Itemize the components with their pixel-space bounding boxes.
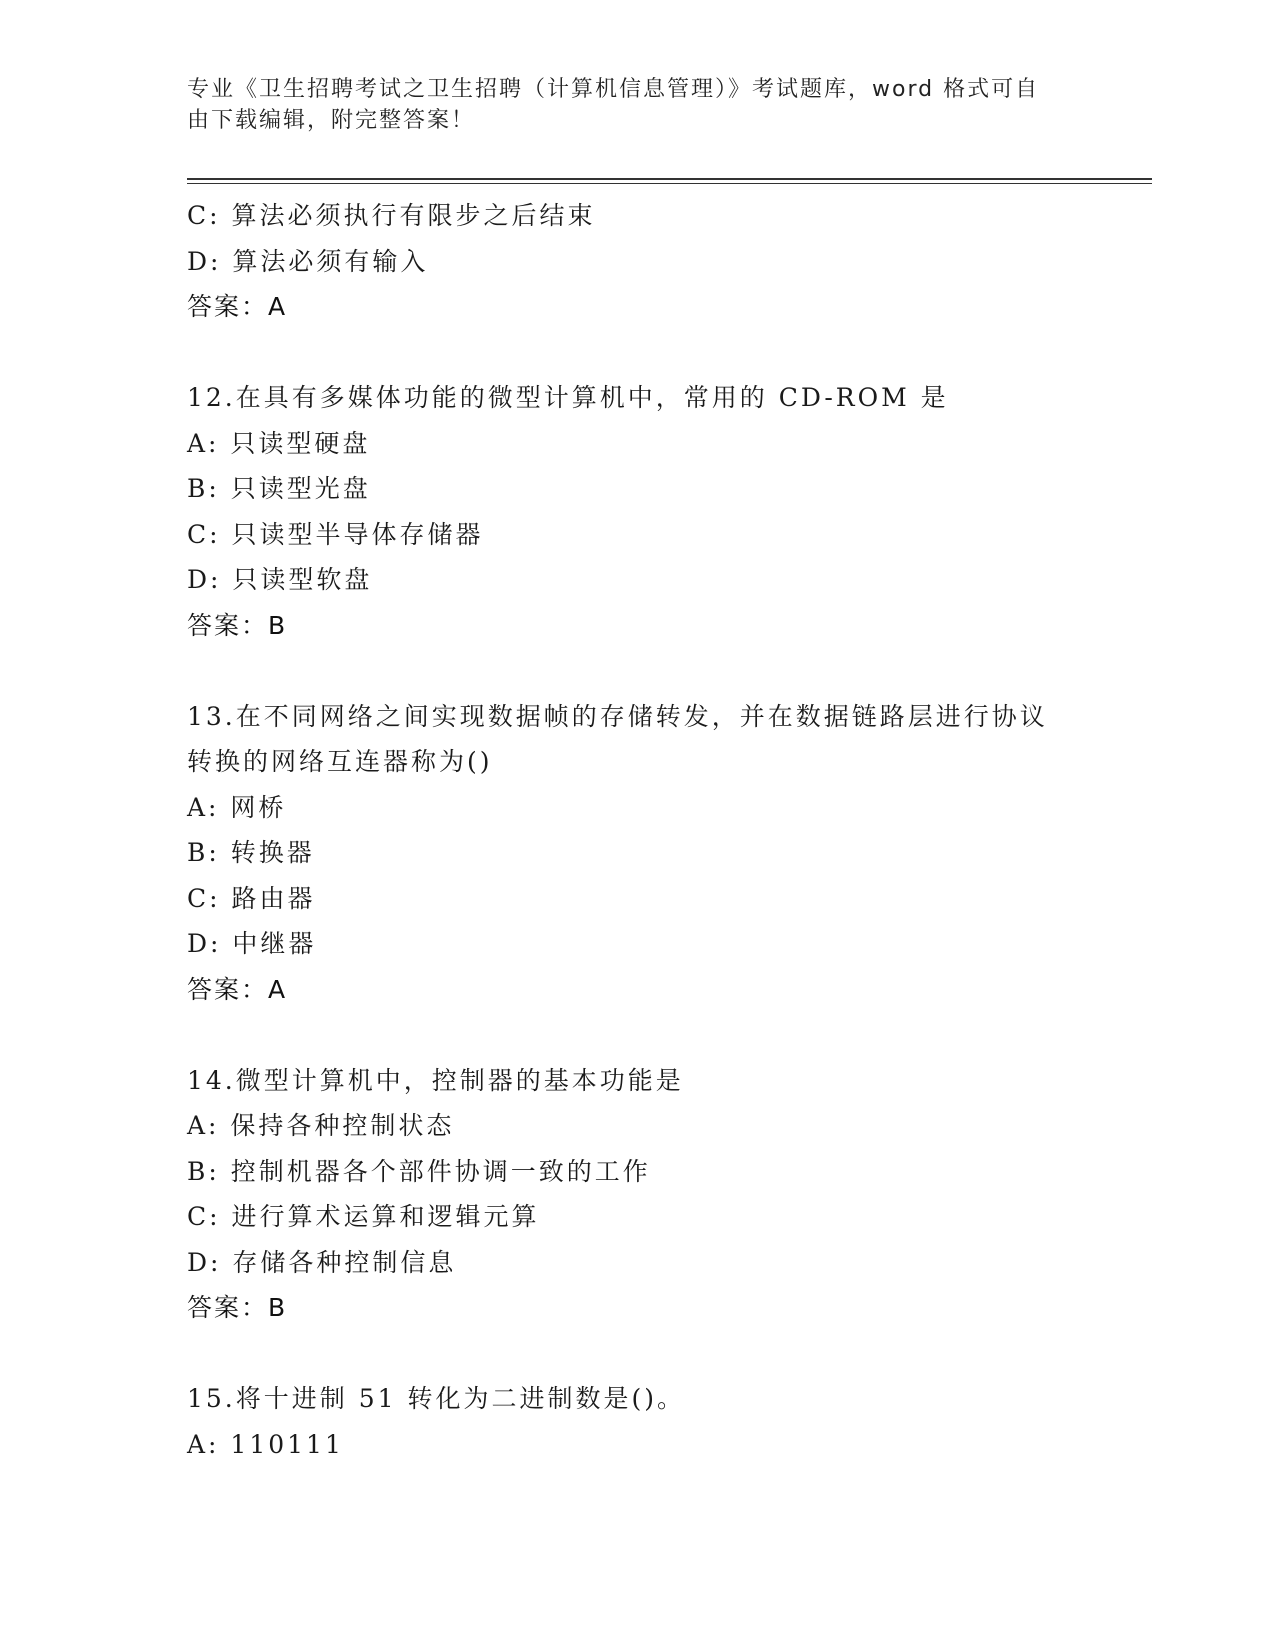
option-a: A: 保持各种控制状态 (187, 1111, 455, 1140)
spacer (187, 1331, 1087, 1377)
option-c: C: 路由器 (187, 883, 316, 913)
header-divider-thick (187, 178, 1152, 180)
answer-label: 答案：A (187, 974, 288, 1004)
question-text: 12.在具有多媒体功能的微型计算机中，常用的 CD-ROM 是 (187, 383, 949, 412)
answer-label: 答案：A (187, 292, 288, 321)
question-text: 14.微型计算机中，控制器的基本功能是 (187, 1065, 684, 1095)
header-line-1: 专业《卫生招聘考试之卫生招聘（计算机信息管理）》考试题库，word 格式可自 (187, 77, 1040, 102)
option-d: D: 只读型软盘 (187, 565, 373, 594)
question-list (187, 193, 1087, 1467)
question-13 (187, 694, 1087, 1013)
question-15 (187, 1376, 1087, 1467)
option-d: D: 存储各种控制信息 (187, 1247, 457, 1277)
option-d: D: 中继器 (187, 929, 317, 958)
question-text: 13.在不同网络之间实现数据帧的存储转发，并在数据链路层进行协议 (187, 701, 1048, 731)
option-b: B: 控制机器各个部件协调一致的工作 (187, 1156, 651, 1186)
option-b: B: 转换器 (187, 838, 315, 867)
question-text: 15.将十进制 51 转化为二进制数是()。 (187, 1384, 685, 1413)
question-11 (187, 193, 1087, 330)
spacer (187, 1012, 1087, 1058)
answer-label: 答案：B (187, 1293, 288, 1322)
option-c: C: 算法必须执行有限步之后结束 (187, 201, 596, 230)
option-a: A: 110111 (187, 1429, 344, 1459)
header-line-2: 由下载编辑，附完整答案！ (187, 108, 476, 133)
option-c: C: 只读型半导体存储器 (187, 519, 484, 549)
spacer (187, 648, 1087, 694)
option-b: B: 只读型光盘 (187, 474, 371, 503)
header-divider-thin (187, 183, 1152, 184)
option-a: A: 只读型硬盘 (187, 428, 371, 458)
option-c: C: 进行算术运算和逻辑元算 (187, 1202, 540, 1231)
answer-label: 答案：B (187, 610, 288, 640)
question-12 (187, 375, 1087, 648)
option-a: A: 网桥 (187, 792, 287, 822)
document-header (187, 74, 1067, 136)
question-text-continued: 转换的网络互连器称为() (187, 747, 493, 776)
option-d: D: 算法必须有输入 (187, 246, 429, 276)
question-14 (187, 1058, 1087, 1331)
spacer (187, 330, 1087, 376)
